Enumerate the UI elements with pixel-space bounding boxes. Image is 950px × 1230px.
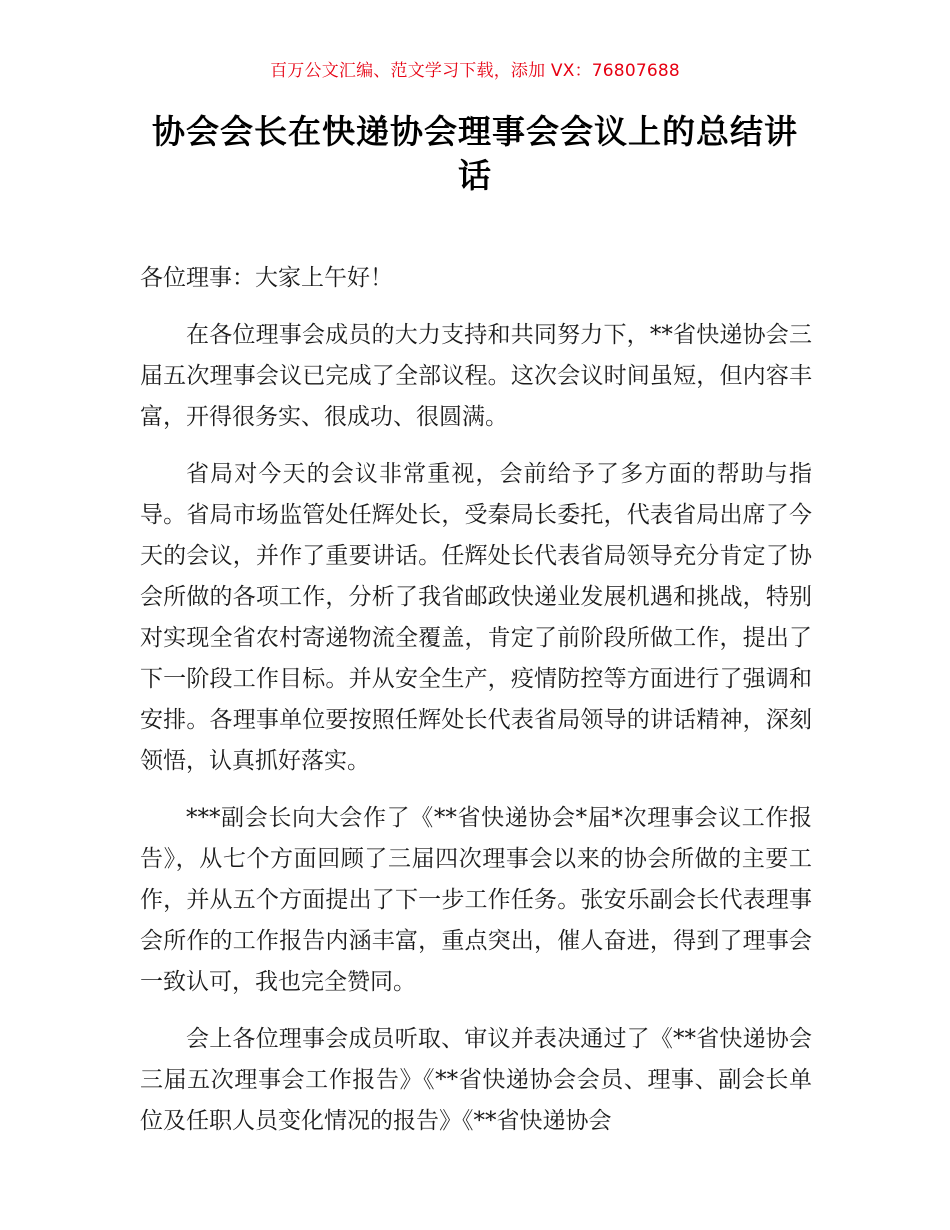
body-paragraph: 在各位理事会成员的大力支持和共同努力下，**省快递协会三届五次理事会议已完成了全部议程。这次会议时间虽短，但内容丰富，开得很务实、很成功、很圆满。: [140, 322, 812, 430]
document-body: [140, 258, 812, 1158]
promo-header-note: 百万公文汇编、范文学习下载，添加 VX：76807688: [270, 61, 680, 81]
body-paragraph: 会上各位理事会成员听取、审议并表决通过了《**省快递协会三届五次理事会工作报告》《**省快递协会会员、理事、副会长单位及任职人员变化情况的报告》《**省快递协会: [140, 1026, 812, 1134]
body-paragraph: 省局对今天的会议非常重视，会前给予了多方面的帮助与指导。省局市场监管处任辉处长，受秦局长委托，代表省局出席了今天的会议，并作了重要讲话。任辉处长代表省局领导充分肯定了协会所做的各项工作，分析了我省邮政快递业发展机遇和挑战，特别对实现全省农村寄递物流全覆盖，肯定了前阶段所做工作，提出了下一阶段工作目标。并从安全生产，疫情防控等方面进行了强调和安排。各理事单位要按照任辉处长代表省局领导的讲话精神，深刻领悟，认真抓好落实。: [140, 461, 812, 774]
document-title: 协会会长在快递协会理事会会议上的总结讲话: [152, 112, 798, 195]
body-paragraph: ***副会长向大会作了《**省快递协会*届*次理事会议工作报告》，从七个方面回顾了三届四次理事会以来的协会所做的主要工作，并从五个方面提出了下一步工作任务。张安乐副会长代表理事会所作的工作报告内涵丰富，重点突出，催人奋进，得到了理事会一致认可，我也完全赞同。: [140, 805, 812, 995]
greeting-line: 各位理事：大家上午好！: [140, 265, 393, 291]
